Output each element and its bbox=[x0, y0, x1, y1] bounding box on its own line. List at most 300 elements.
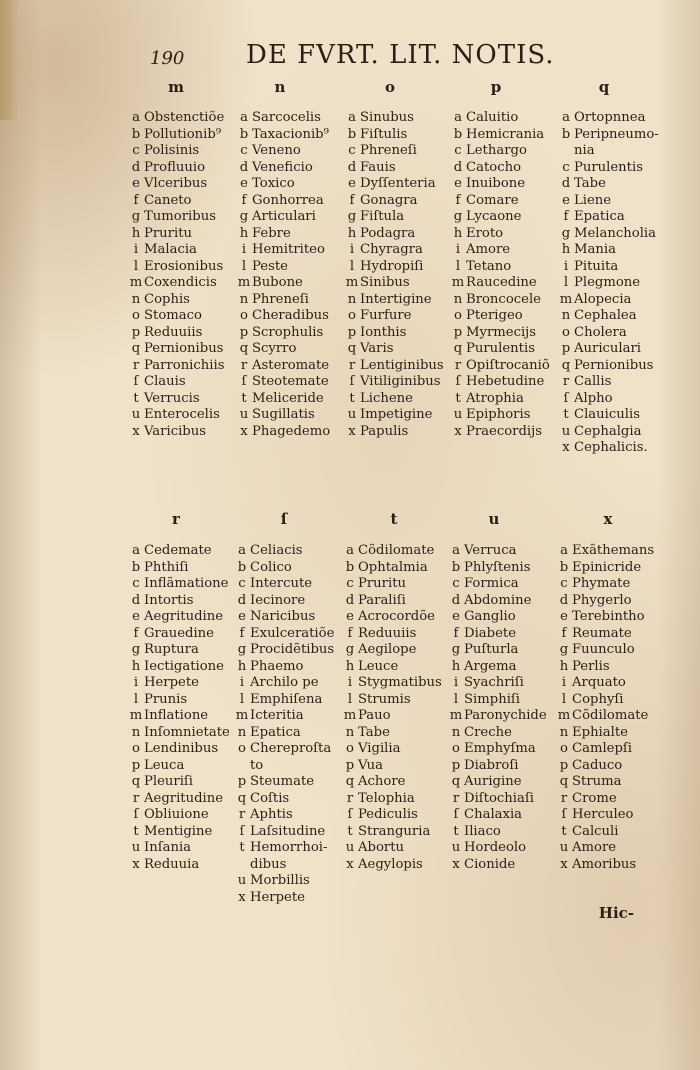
abbreviation-entry bbox=[342, 824, 452, 841]
entry-key: d bbox=[559, 592, 569, 608]
entry-key: c bbox=[452, 576, 460, 591]
entry-key: g bbox=[131, 642, 141, 657]
entry-term: Sinubus bbox=[360, 110, 414, 125]
entry-term: Crome bbox=[572, 790, 617, 806]
entry-key: h bbox=[559, 658, 569, 674]
entry-key: t bbox=[133, 390, 139, 406]
abbreviation-entry bbox=[450, 292, 560, 309]
entry-term: Raucedine bbox=[466, 275, 537, 290]
abbreviation-entry bbox=[344, 259, 454, 276]
entry-key: b bbox=[453, 126, 463, 142]
entry-term: Malacia bbox=[144, 242, 197, 257]
entry-key: u bbox=[451, 840, 461, 855]
abbreviation-entry bbox=[128, 424, 238, 441]
entry-term: Asteromate bbox=[252, 357, 330, 373]
abbreviation-entry bbox=[448, 642, 558, 659]
column-t bbox=[342, 543, 452, 873]
abbreviation-entry bbox=[128, 242, 238, 259]
entry-term: Stranguria bbox=[358, 823, 431, 839]
entry-key: d bbox=[345, 592, 355, 608]
abbreviation-entry bbox=[234, 659, 344, 676]
page-edge-shadow bbox=[0, 0, 18, 120]
entry-term: Aphtis bbox=[250, 807, 293, 822]
abbreviation-entry bbox=[342, 857, 452, 874]
entry-key: o bbox=[238, 741, 246, 756]
entry-term: Lichene bbox=[360, 390, 413, 406]
entry-term: Caduco bbox=[572, 757, 623, 773]
abbreviation-entry bbox=[558, 127, 668, 144]
entry-key: e bbox=[132, 176, 140, 191]
entry-key: p bbox=[239, 324, 249, 340]
abbreviation-entry bbox=[234, 692, 344, 709]
abbreviation-entry bbox=[234, 824, 344, 841]
abbreviation-entry bbox=[450, 275, 560, 292]
entry-term: Fiſtulis bbox=[360, 126, 408, 142]
entry-term: Leuce bbox=[358, 658, 399, 674]
abbreviation-entry bbox=[128, 758, 238, 775]
entry-key: n bbox=[347, 291, 357, 307]
entry-term: Opiſtrocaniõ bbox=[466, 357, 550, 373]
entry-key: r bbox=[454, 357, 462, 373]
abbreviation-entry bbox=[558, 242, 668, 259]
abbreviation-entry bbox=[236, 209, 346, 226]
abbreviation-entry bbox=[556, 626, 666, 643]
entry-term: Colico bbox=[250, 559, 292, 575]
abbreviation-entry bbox=[556, 774, 666, 791]
entry-key: a bbox=[132, 543, 140, 558]
abbreviation-entry bbox=[448, 725, 558, 742]
abbreviation-entry bbox=[558, 341, 668, 358]
abbreviation-entry bbox=[556, 725, 666, 742]
entry-term: Phymate bbox=[572, 576, 631, 591]
entry-key: c bbox=[346, 576, 354, 591]
abbreviation-entry bbox=[558, 160, 668, 177]
abbreviation-entry bbox=[556, 609, 666, 626]
abbreviation-entry bbox=[128, 774, 238, 791]
abbreviation-entry bbox=[558, 275, 668, 292]
entry-key: l bbox=[349, 258, 355, 274]
entry-key: q bbox=[561, 357, 571, 373]
entry-term: Erosionibus bbox=[144, 258, 224, 274]
column-s bbox=[234, 543, 344, 906]
entry-key: p bbox=[131, 324, 141, 340]
entry-key: q bbox=[237, 790, 247, 806]
entry-key: f bbox=[347, 625, 353, 641]
abbreviation-entry bbox=[342, 675, 452, 692]
abbreviation-entry bbox=[450, 242, 560, 259]
entry-term: Hemitriteo bbox=[252, 242, 325, 257]
entry-key: g bbox=[131, 209, 141, 224]
abbreviation-entry bbox=[556, 543, 666, 560]
entry-key: r bbox=[562, 374, 570, 389]
entry-key: t bbox=[349, 390, 355, 406]
entry-key: p bbox=[451, 757, 461, 773]
entry-key: h bbox=[131, 658, 141, 674]
abbreviation-entry bbox=[236, 391, 346, 408]
abbreviation-entry bbox=[448, 741, 558, 758]
running-head: DE FVRT. LIT. NOTIS. bbox=[246, 40, 555, 70]
abbreviation-entry bbox=[236, 176, 346, 193]
entry-term: Calculi bbox=[572, 823, 619, 839]
abbreviation-entry bbox=[128, 292, 238, 309]
abbreviation-entry bbox=[558, 358, 668, 375]
abbreviation-entry bbox=[128, 391, 238, 408]
entry-term: Cophis bbox=[144, 291, 190, 307]
entry-key: x bbox=[348, 423, 356, 439]
abbreviation-entry bbox=[556, 659, 666, 676]
abbreviation-entry bbox=[234, 774, 344, 791]
entry-term: Procidẽtibus bbox=[250, 642, 335, 657]
entry-term: Exulceratiõe bbox=[250, 625, 335, 641]
entry-term: Pruritu bbox=[144, 225, 192, 241]
abbreviation-entry bbox=[234, 725, 344, 742]
abbreviation-entry bbox=[450, 193, 560, 210]
entry-term: Achore bbox=[358, 774, 406, 789]
abbreviation-entry bbox=[556, 857, 666, 874]
abbreviation-entry bbox=[558, 391, 668, 408]
column-x bbox=[556, 543, 666, 873]
entry-key: g bbox=[239, 209, 249, 224]
entry-key: b bbox=[451, 559, 461, 575]
entry-key: n bbox=[453, 291, 463, 307]
entry-key: p bbox=[237, 774, 247, 789]
entry-key: d bbox=[131, 159, 141, 175]
entry-term: Fauis bbox=[360, 159, 396, 175]
entry-term: Praecordijs bbox=[466, 423, 542, 439]
abbreviation-entry bbox=[344, 143, 454, 160]
abbreviation-entry bbox=[342, 840, 452, 857]
entry-term: Coſtis bbox=[250, 790, 290, 806]
entry-term: Naricibus bbox=[250, 609, 316, 624]
entry-term: Iectigatione bbox=[144, 658, 224, 674]
entry-term: Icteritia bbox=[250, 708, 304, 723]
abbreviation-entry bbox=[128, 791, 238, 808]
section-letter: t bbox=[390, 510, 398, 528]
abbreviation-entry bbox=[558, 325, 668, 342]
entry-key: l bbox=[347, 691, 353, 707]
entry-key: c bbox=[240, 143, 248, 158]
entry-key: q bbox=[451, 774, 461, 789]
entry-term: Purulentis bbox=[466, 341, 535, 356]
entry-key: d bbox=[131, 592, 141, 608]
page-header bbox=[150, 40, 620, 74]
entry-term: Hemorrhoi- bbox=[250, 840, 328, 855]
entry-key: n bbox=[131, 291, 141, 307]
entry-term: Caneto bbox=[144, 192, 192, 208]
entry-term: Furfure bbox=[360, 308, 412, 323]
entry-key: l bbox=[133, 258, 139, 274]
abbreviation-entry bbox=[128, 143, 238, 160]
column-m bbox=[128, 110, 238, 440]
entry-key: ſ bbox=[133, 374, 139, 389]
entry-key: o bbox=[560, 741, 568, 756]
entry-key: q bbox=[559, 774, 569, 789]
entry-key: u bbox=[131, 840, 141, 855]
entry-key: d bbox=[453, 159, 463, 175]
entry-key: p bbox=[347, 324, 357, 340]
entry-key: h bbox=[239, 225, 249, 241]
entry-key: h bbox=[131, 225, 141, 241]
entry-term: Stygmatibus bbox=[358, 675, 442, 690]
abbreviation-entry bbox=[342, 725, 452, 742]
abbreviation-entry bbox=[236, 292, 346, 309]
abbreviation-entry bbox=[342, 692, 452, 709]
entry-key: b bbox=[239, 126, 249, 142]
entry-term: Alopecia bbox=[574, 291, 632, 307]
section-letter: ſ bbox=[280, 510, 288, 528]
abbreviation-entry bbox=[344, 127, 454, 144]
abbreviation-entry bbox=[128, 358, 238, 375]
entry-term: Dyſſenteria bbox=[360, 176, 436, 191]
entry-key: d bbox=[347, 159, 357, 175]
entry-key: ſ bbox=[561, 807, 567, 822]
entry-key: c bbox=[238, 576, 246, 591]
entry-term: Alpho bbox=[574, 390, 613, 406]
abbreviation-entry bbox=[448, 708, 558, 725]
entry-key: p bbox=[345, 757, 355, 773]
entry-term: Stomaco bbox=[144, 308, 202, 323]
entry-key: o bbox=[348, 308, 356, 323]
column-n bbox=[236, 110, 346, 440]
abbreviation-entry bbox=[344, 341, 454, 358]
abbreviation-entry bbox=[556, 708, 666, 725]
entry-key: x bbox=[562, 440, 570, 455]
entry-term: Caluitio bbox=[466, 110, 519, 125]
abbreviation-entry bbox=[450, 341, 560, 358]
entry-key: l bbox=[453, 691, 459, 707]
entry-key: t bbox=[563, 407, 569, 422]
entry-term: Cõdilomate bbox=[358, 543, 435, 558]
entry-term: Tabe bbox=[358, 724, 390, 740]
abbreviation-entry bbox=[234, 890, 344, 907]
entry-key: f bbox=[349, 192, 355, 208]
entry-term: Febre bbox=[252, 225, 291, 241]
entry-term: Formica bbox=[464, 576, 519, 591]
entry-key: a bbox=[452, 543, 460, 558]
abbreviation-entry bbox=[556, 824, 666, 841]
abbreviation-entry bbox=[236, 308, 346, 325]
abbreviation-entry bbox=[236, 160, 346, 177]
entry-key: u bbox=[453, 407, 463, 422]
abbreviation-entry bbox=[558, 292, 668, 309]
entry-term: Cedemate bbox=[144, 543, 212, 558]
abbreviation-entry bbox=[448, 857, 558, 874]
entry-key: f bbox=[561, 625, 567, 641]
entry-term: Veneficio bbox=[252, 159, 313, 175]
abbreviation-entry bbox=[234, 807, 344, 824]
entry-key: x bbox=[132, 423, 140, 439]
entry-term: Pernionibus bbox=[574, 357, 654, 373]
entry-term: Veneno bbox=[252, 143, 301, 158]
abbreviation-entry bbox=[450, 160, 560, 177]
entry-term: Cophyſi bbox=[572, 691, 624, 707]
abbreviation-entry bbox=[558, 259, 668, 276]
abbreviation-entry bbox=[342, 576, 452, 593]
abbreviation-entry bbox=[556, 675, 666, 692]
entry-term: Archilo pe bbox=[250, 675, 319, 690]
entry-key: r bbox=[132, 357, 140, 373]
entry-key: l bbox=[563, 275, 569, 290]
entry-key: e bbox=[454, 176, 462, 191]
abbreviation-entry bbox=[344, 292, 454, 309]
abbreviation-entry bbox=[342, 642, 452, 659]
entry-term: Argema bbox=[464, 658, 517, 674]
entry-key: e bbox=[348, 176, 356, 191]
entry-term: Melancholia bbox=[574, 225, 656, 241]
abbreviation-entry bbox=[342, 543, 452, 560]
abbreviation-entry bbox=[128, 193, 238, 210]
entry-term: Chyragra bbox=[360, 242, 423, 257]
entry-key: f bbox=[453, 625, 459, 641]
abbreviation-entry bbox=[342, 741, 452, 758]
entry-term: Tabe bbox=[574, 176, 606, 191]
entry-term: Fuunculo bbox=[572, 642, 635, 657]
entry-term: Cõdilomate bbox=[572, 708, 649, 723]
abbreviation-entry bbox=[344, 391, 454, 408]
entry-term: Plegmone bbox=[574, 275, 641, 290]
section-letter: o bbox=[384, 78, 395, 96]
entry-key: n bbox=[559, 724, 569, 740]
entry-key: a bbox=[240, 110, 248, 125]
abbreviation-entry bbox=[234, 741, 344, 758]
entry-term: Aegritudine bbox=[144, 790, 224, 806]
entry-term: Pollutionib⁹ bbox=[144, 126, 222, 142]
abbreviation-entry bbox=[448, 659, 558, 676]
entry-key: d bbox=[239, 159, 249, 175]
abbreviation-entry bbox=[448, 791, 558, 808]
entry-key: x bbox=[240, 423, 248, 439]
entry-key: ſ bbox=[239, 823, 245, 839]
abbreviation-entry bbox=[236, 226, 346, 243]
abbreviation-entry bbox=[344, 358, 454, 375]
entry-key: b bbox=[131, 126, 141, 142]
entry-key: f bbox=[563, 209, 569, 224]
entry-term: Bubone bbox=[252, 275, 303, 290]
abbreviation-entry bbox=[558, 308, 668, 325]
entry-term: Iecinore bbox=[250, 592, 306, 608]
entry-term: Obstenctiõe bbox=[144, 110, 225, 125]
abbreviation-entry bbox=[234, 675, 344, 692]
abbreviation-entry bbox=[128, 308, 238, 325]
entry-term: Myrmecijs bbox=[466, 324, 537, 340]
entry-term: Lentiginibus bbox=[360, 357, 444, 373]
entry-term: Broncocele bbox=[466, 291, 541, 307]
entry-key: g bbox=[561, 225, 571, 241]
entry-term: Taxacionib⁹ bbox=[252, 126, 329, 142]
entry-term: Steumate bbox=[250, 774, 315, 789]
entry-key: e bbox=[346, 609, 354, 624]
abbreviation-entry bbox=[128, 259, 238, 276]
entry-term: Chereproſta bbox=[250, 741, 332, 756]
abbreviation-entry bbox=[556, 593, 666, 610]
entry-key: r bbox=[240, 357, 248, 373]
entry-term: nia bbox=[574, 143, 595, 158]
entry-term: Tetano bbox=[466, 258, 512, 274]
entry-term: Camlepſi bbox=[572, 741, 633, 756]
entry-key: t bbox=[561, 823, 567, 839]
entry-term: Abdomine bbox=[464, 592, 532, 608]
entry-term: Lycaone bbox=[466, 209, 522, 224]
entry-key: o bbox=[454, 308, 462, 323]
entry-key: f bbox=[241, 192, 247, 208]
entry-term: Phreneſi bbox=[252, 291, 309, 307]
entry-key: r bbox=[132, 790, 140, 806]
abbreviation-entry bbox=[236, 407, 346, 424]
entry-key: l bbox=[561, 691, 567, 707]
entry-term: Lendinibus bbox=[144, 741, 219, 756]
entry-key: i bbox=[349, 242, 355, 257]
entry-key: x bbox=[346, 856, 354, 872]
abbreviation-entry bbox=[342, 659, 452, 676]
entry-term: Epiphoris bbox=[466, 407, 531, 422]
entry-term: Epatica bbox=[574, 209, 625, 224]
abbreviation-entry bbox=[128, 560, 238, 577]
entry-term: Emphyſma bbox=[464, 741, 536, 756]
entry-term: Puſturla bbox=[464, 642, 519, 657]
entry-term: Hemicrania bbox=[466, 126, 545, 142]
entry-term: Varicibus bbox=[144, 423, 207, 439]
abbreviation-entry bbox=[558, 226, 668, 243]
entry-term: Morbillis bbox=[250, 873, 310, 888]
entry-term: Intercute bbox=[250, 576, 313, 591]
entry-key: g bbox=[453, 209, 463, 224]
entry-term: Ephialte bbox=[572, 724, 628, 740]
entry-key: x bbox=[560, 856, 568, 872]
abbreviation-entry bbox=[558, 374, 668, 391]
entry-key: q bbox=[345, 774, 355, 789]
abbreviation-entry bbox=[344, 176, 454, 193]
abbreviation-entry bbox=[234, 642, 344, 659]
abbreviation-entry bbox=[236, 143, 346, 160]
entry-key: i bbox=[563, 258, 569, 274]
entry-key: i bbox=[561, 675, 567, 690]
entry-term: Catocho bbox=[466, 159, 522, 175]
entry-term: Scrophulis bbox=[252, 324, 324, 340]
entry-key: b bbox=[347, 126, 357, 142]
abbreviation-entry bbox=[128, 708, 238, 725]
entry-key: c bbox=[562, 159, 570, 175]
entry-key: f bbox=[133, 625, 139, 641]
entry-term: Epinicride bbox=[572, 559, 642, 575]
entry-term: Fiſtula bbox=[360, 209, 405, 224]
abbreviation-entry bbox=[344, 226, 454, 243]
abbreviation-entry bbox=[128, 325, 238, 342]
abbreviation-entry bbox=[450, 358, 560, 375]
abbreviation-entry bbox=[128, 209, 238, 226]
entry-key: e bbox=[560, 609, 568, 624]
abbreviation-entry bbox=[236, 259, 346, 276]
entry-term: Ganglio bbox=[464, 609, 516, 624]
abbreviation-entry bbox=[128, 341, 238, 358]
entry-term: Epatica bbox=[250, 724, 301, 740]
entry-term: Terebintho bbox=[572, 609, 645, 624]
entry-key: m bbox=[235, 708, 249, 723]
entry-term: Atrophia bbox=[466, 390, 524, 406]
abbreviation-entry bbox=[556, 758, 666, 775]
entry-key: r bbox=[346, 790, 354, 806]
entry-term: Meliceride bbox=[252, 390, 324, 406]
entry-term: Diabete bbox=[464, 625, 517, 641]
abbreviation-entry bbox=[450, 176, 560, 193]
abbreviation-entry bbox=[128, 543, 238, 560]
entry-term: Cephalgia bbox=[574, 423, 642, 439]
abbreviation-entry bbox=[128, 626, 238, 643]
entry-key: x bbox=[132, 856, 140, 872]
abbreviation-entry bbox=[558, 110, 668, 127]
entry-term: Impetigine bbox=[360, 407, 433, 422]
entry-term: Pterigeo bbox=[466, 308, 523, 323]
column-o bbox=[344, 110, 454, 440]
